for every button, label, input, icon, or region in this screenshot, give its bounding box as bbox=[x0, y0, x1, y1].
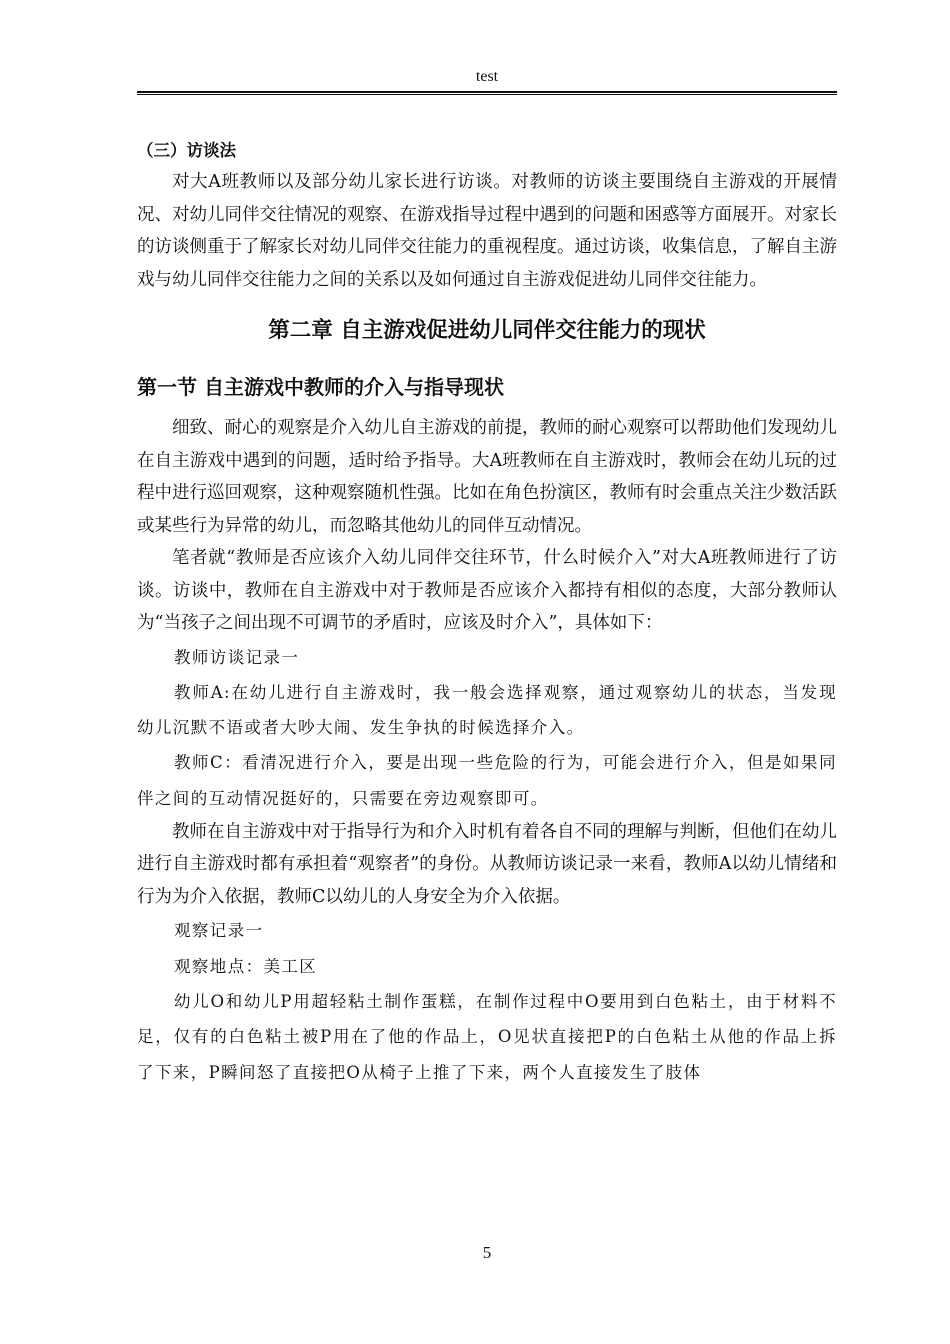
observation-place: 观察地点：美工区 bbox=[174, 956, 318, 976]
paragraph-interview-intro: 笔者就“教师是否应该介入幼儿同伴交往环节，什么时候介入”对大A班教师进行了访谈。访谈中，教师在自主游戏中对于教师是否应该介入都持有相似的态度，大部分教师认为“当孩子之间出现不可调节的矛盾时，应该及时介入”，具体如下： bbox=[137, 548, 837, 633]
page-body bbox=[137, 136, 837, 1090]
record-title-interview: 教师访谈记录一 bbox=[174, 647, 300, 667]
header-rule-thick bbox=[137, 91, 837, 93]
teacher-a-quote: 教师A:在幼儿进行自主游戏时，我一般会选择观察，通过观察幼儿的状态，当发现幼儿沉默不语或者大吵大闹、发生争执的时候选择介入。 bbox=[137, 682, 837, 738]
chapter-title: 第二章 自主游戏促进幼儿同伴交往能力的现状 bbox=[268, 318, 706, 343]
teacher-c-quote: 教师C：看清况进行介入，要是出现一些危险的行为，可能会进行介入，但是如果同伴之间的互动情况挺好的，只需要在旁边观察即可。 bbox=[137, 753, 837, 808]
observation-text: 幼儿O和幼儿P用超轻粘土制作蛋糕，在制作过程中O要用到白色粘土，由于材料不足，仅有的白色粘土被P用在了他的作品上，O见状直接把P的白色粘土从他的作品上拆了下来，P瞬间怒了直接把O从椅子上推了下来，两个人直接发生了肢体 bbox=[137, 992, 837, 1082]
page-number: 5 bbox=[482, 1243, 492, 1262]
subsection-heading: （三）访谈法 bbox=[137, 141, 236, 160]
paragraph-observation-premise: 细致、耐心的观察是介入幼儿自主游戏的前提，教师的耐心观察可以帮助他们发现幼儿在自主游戏中遇到的问题，适时给予指导。大A班教师在自主游戏时，教师会在幼儿玩的过程中进行巡回观察，这种观察随机性强。比如在角色扮演区，教师有时会重点关注少数活跃或某些行为异常的幼儿，而忽略其他幼儿的同伴互动情况。 bbox=[137, 418, 837, 536]
paragraph-analysis: 教师在自主游戏中对于指导行为和介入时机有着各自不同的理解与判断，但他们在幼儿进行自主游戏时都有承担着“观察者”的身份。从教师访谈记录一来看，教师A以幼儿情绪和行为为介入依据，教师C以幼儿的人身安全为介入依据。 bbox=[137, 821, 837, 907]
paragraph-interview-method: 对大A班教师以及部分幼儿家长进行访谈。对教师的访谈主要围绕自主游戏的开展情况、对幼儿同伴交往情况的观察、在游戏指导过程中遇到的问题和困惑等方面展开。对家长的访谈侧重于了解家长对幼儿同伴交往能力的重视程度。通过访谈，收集信息，了解自主游戏与幼儿同伴交往能力之间的关系以及如何通过自主游戏促进幼儿同伴交往能力。 bbox=[137, 172, 837, 290]
page-header: test bbox=[475, 68, 499, 85]
record-title-observation: 观察记录一 bbox=[174, 921, 264, 941]
section-title: 第一节 自主游戏中教师的介入与指导现状 bbox=[137, 375, 504, 399]
header-rule-thin bbox=[137, 94, 837, 95]
